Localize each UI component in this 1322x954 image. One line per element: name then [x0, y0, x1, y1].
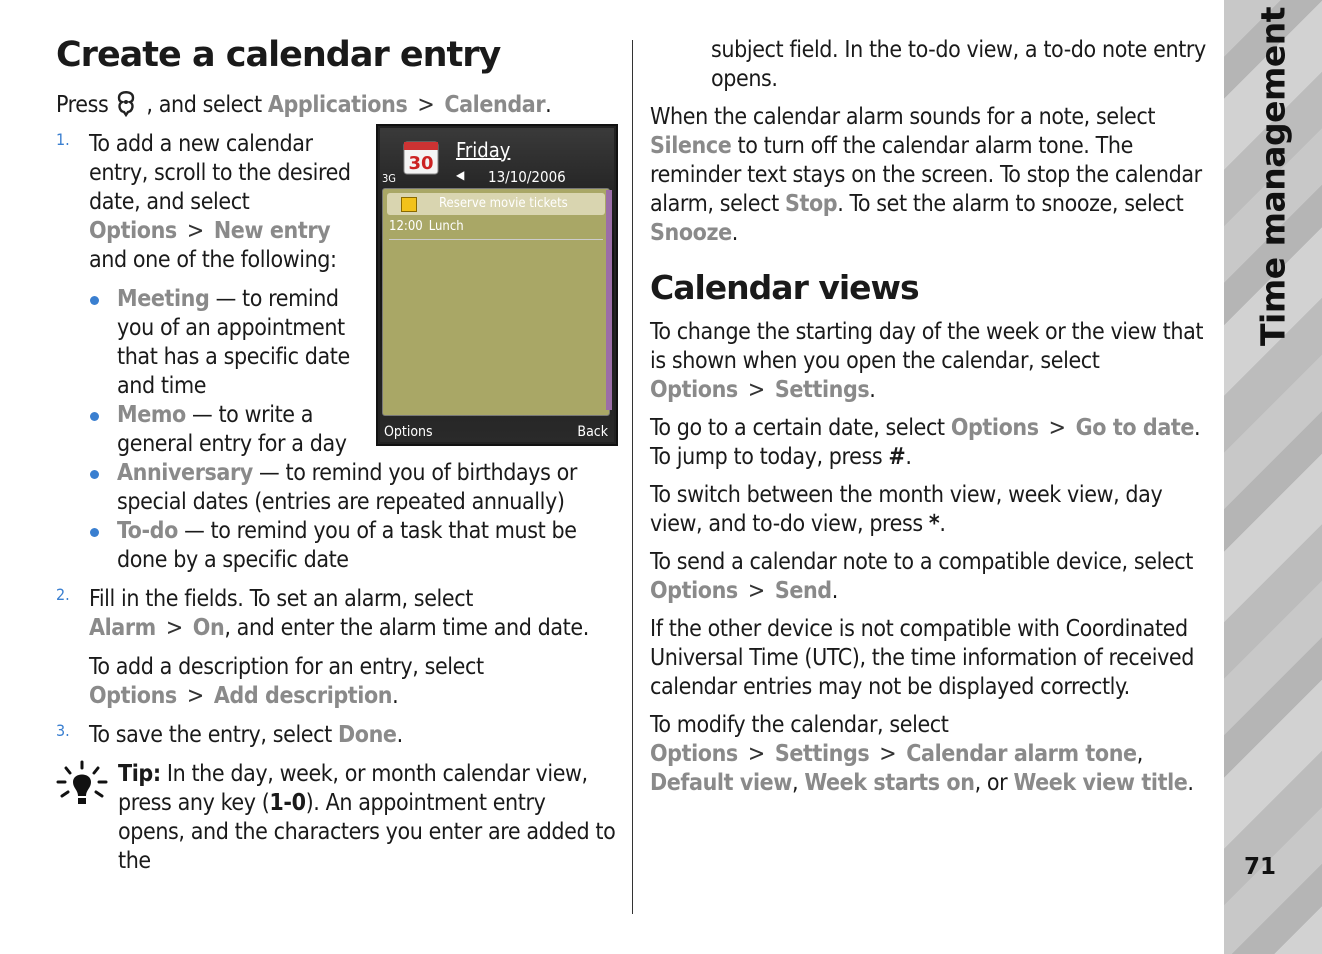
- views-paragraph-6: To modify the calendar, select Options > Settings > Calendar alarm tone, Default view, Week starts on, or Week view title.: [650, 712, 1194, 797]
- tip-text: Tip: In the day, week, or month calendar view, press any key (1-0). An appointment entry opens, and the characters you enter are added to the: [118, 760, 616, 874]
- chapter-title: Time management: [1253, 6, 1293, 346]
- alarm-paragraph: When the calendar alarm sounds for a note, select Silence to turn off the calendar alarm tone. The reminder text stays on the screen. To stop the calendar alarm, select Stop. To set the alarm to snooze, select Snooze.: [650, 104, 1202, 246]
- press-instruction: Press , and select Applications > Calendar.: [56, 89, 618, 120]
- memo-icon: [401, 197, 417, 212]
- step-1: [56, 130, 618, 575]
- right-column: [650, 36, 1212, 807]
- list-item: Meeting — to remind you of an appointment that has a specific date and time: [89, 285, 618, 401]
- list-item: Memo — to write a general entry for a day: [89, 401, 618, 459]
- calendar-option: Calendar: [444, 91, 546, 118]
- list-item: Anniversary — to remind you of birthdays or special dates (entries are repeated annually): [89, 459, 618, 517]
- views-paragraph-5: If the other device is not compatible with Coordinated Universal Time (UTC), the time information of received calendar entries may not be displayed correctly.: [650, 616, 1195, 701]
- lightbulb-icon: [56, 760, 108, 808]
- list-item: To-do — to remind you of a task that must be done by a specific date: [89, 517, 618, 575]
- views-paragraph-1: To change the starting day of the week or the view that is shown when you open the calendar, select Options > Settings.: [650, 319, 1204, 404]
- phone-entry-selected: Reserve movie tickets: [387, 193, 605, 215]
- phone-day-label: Friday: [456, 137, 511, 162]
- applications-option: Applications: [267, 91, 408, 118]
- page-number: 71: [1244, 854, 1277, 880]
- column-divider: [632, 40, 633, 914]
- step-1-text: To add a new calendar entry, scroll to the desired date, and select Options > New entry and one of the following:: [89, 130, 351, 273]
- step-3: 3. To save the entry, select Done.: [56, 720, 403, 748]
- calendar-views-title: Calendar views: [650, 268, 919, 307]
- network-indicator: 3G: [382, 171, 396, 185]
- views-paragraph-2: To go to a certain date, select Options > Go to date. To jump to today, press #.: [650, 415, 1201, 471]
- step-number: 1.: [56, 129, 70, 149]
- tip-box: [56, 760, 618, 876]
- divider-line: [389, 239, 603, 240]
- views-paragraph-4: To send a calendar note to a compatible device, select Options > Send.: [650, 549, 1193, 605]
- step-2: 2. Fill in the fields. To set an alarm, select Alarm > On, and enter the alarm time and date.: [56, 584, 589, 641]
- left-column: [56, 36, 618, 876]
- left-arrow-icon: ◀: [456, 167, 465, 182]
- step-number: 3.: [56, 720, 70, 740]
- phone-entry: 12:00 Lunch: [389, 218, 464, 234]
- svg-text:30: 30: [408, 152, 434, 174]
- menu-key-icon: [112, 89, 142, 117]
- phone-date-label: 13/10/2006: [488, 167, 566, 186]
- chapter-side-tab: [1224, 0, 1322, 954]
- description-paragraph: To add a description for an entry, select Options > Add description.: [89, 653, 484, 709]
- options-softkey: Options: [384, 423, 433, 440]
- tip-continuation: subject field. In the to-do view, a to-do note entry opens.: [711, 37, 1206, 92]
- step-number: 2.: [56, 584, 70, 604]
- views-paragraph-3: To switch between the month view, week view, day view, and to-do view, press *.: [650, 482, 1163, 538]
- back-softkey: Back: [577, 423, 608, 440]
- calendar-icon: [402, 136, 442, 176]
- section-title: Create a calendar entry: [56, 35, 501, 75]
- entry-type-list: [89, 285, 618, 575]
